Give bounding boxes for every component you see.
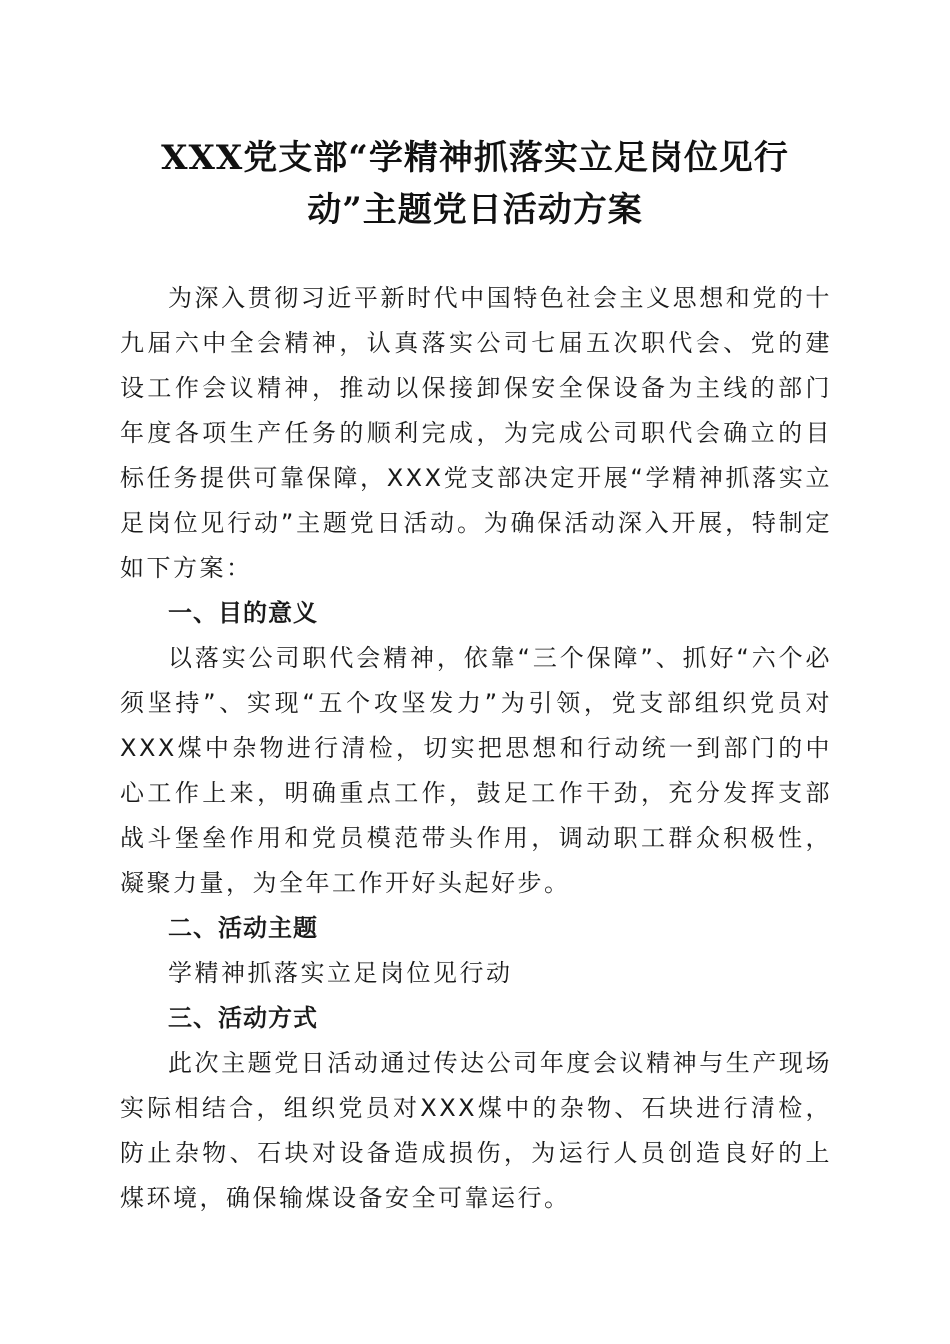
section-body-method: 此次主题党日活动通过传达公司年度会议精神与生产现场实际相结合，组织党员对XXX煤中的杂物、石块进行清检，防止杂物、石块对设备造成损伤，为运行人员创造良好的上煤环境，确保输煤设备安全可靠运行。 xyxy=(120,1049,832,1212)
section-body-theme: 学精神抓落实立足岗位见行动 xyxy=(168,959,513,987)
document-body xyxy=(120,276,832,1221)
section-heading-purpose: 一、目的意义 xyxy=(168,599,318,627)
document-title xyxy=(120,132,830,236)
section-heading-theme: 二、活动主题 xyxy=(168,914,318,942)
title-line-1: XXX党支部“学精神抓落实立足岗位见行 xyxy=(161,138,789,178)
section-heading-method: 三、活动方式 xyxy=(168,1004,318,1032)
section-body-purpose: 以落实公司职代会精神，依靠“三个保障”、抓好“六个必须坚持”、实现“五个攻坚发力”为引领，党支部组织党员对XXX煤中杂物进行清检，切实把思想和行动统一到部门的中心工作上来，明确重点工作，鼓足工作干劲，充分发挥支部战斗堡垒作用和党员模范带头作用，调动职工群众积极性，凝聚力量，为全年工作开好头起好步。 xyxy=(120,644,832,897)
intro-paragraph: 为深入贯彻习近平新时代中国特色社会主义思想和党的十九届六中全会精神，认真落实公司七届五次职代会、党的建设工作会议精神，推动以保接卸保安全保设备为主线的部门年度各项生产任务的顺利完成，为完成公司职代会确立的目标任务提供可靠保障，XXX党支部决定开展“学精神抓落实立足岗位见行动”主题党日活动。为确保活动深入开展，特制定如下方案： xyxy=(120,284,832,582)
title-line-2: 动”主题党日活动方案 xyxy=(307,190,643,230)
